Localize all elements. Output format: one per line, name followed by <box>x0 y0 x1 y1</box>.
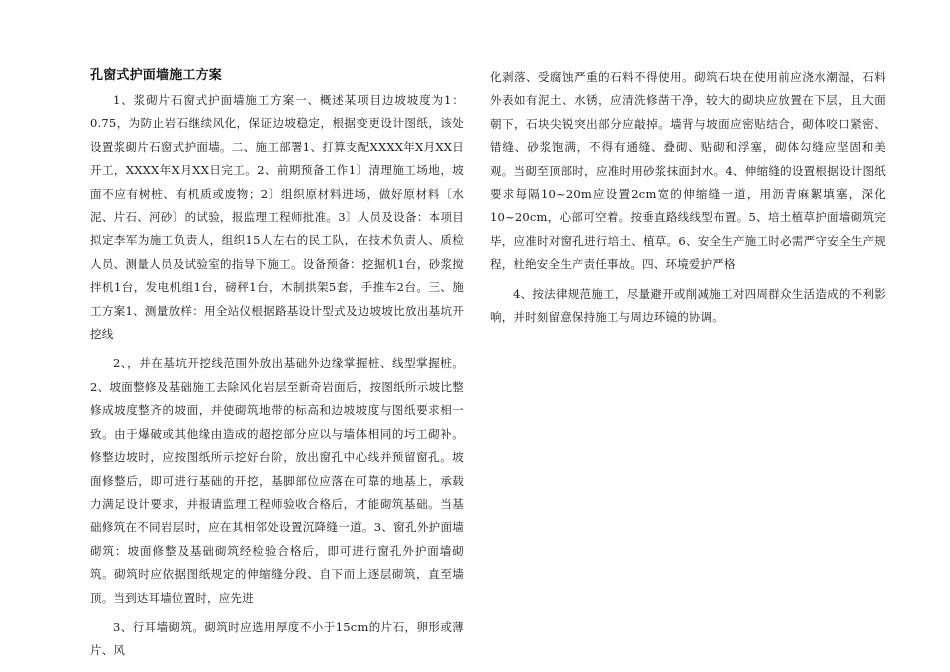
paragraph: 2、，并在基坑开挖线范围外放出基础外边缘掌握桩、线型掌握桩。2、坡面整修及基础施工去除风化岩层至新奇岩面后，按图纸所示坡比整修成坡度整齐的坡面，并使砌筑地带的标高和边坡坡度与图纸要求相一致。由于爆破或其他缘由造成的超挖部分应以与墙体相同的圬工砌补。修整边坡时，应按图纸所示挖好台阶，放出窗孔中心线并预留窗孔。坡面修整后，即可进行基础的开挖，基脚部位应落在可靠的地基上，承载力满足设计要求，并报请监理工程师验收合格后，才能砌筑基础。当基础修筑在不同岩层时，应在其相邻处设置沉降缝一道。3、窗孔外护面墙砌筑：坡面修整及基础砌筑经检验合格后，即可进行窗孔外护面墙砌筑。砌筑时应依据图纸规定的伸缩缝分段、自下而上逐层砌筑，直至墙顶。当到达耳墙位置时，应先进 <box>90 356 464 605</box>
right-column <box>490 66 886 335</box>
document-title: 孔窗式护面墙施工方案 <box>90 68 223 83</box>
left-column <box>90 66 464 669</box>
paragraph: 4、按法律规范施工，尽量避开或削减施工对四周群众生活造成的不利影响，并时刻留意保持施工与周边环镜的协调。 <box>490 286 886 325</box>
paragraph: 1、浆砌片石窗式护面墙施工方案一、概述某项目边坡坡度为1：0.75，为防止岩石继续风化，保证边坡稳定，根据变更设计图纸，该处设置浆砌片石窗式护面墙。二、施工部署1、打算支配XXXX年X月XX日开工，XXXX年X月XX日完工。2、前期预备工作1〕清理施工场地，坡面不应有树桩、有机质或废物；2〕组织原材料进场，做好原材料〔水泥、片石、河砂〕的试验，报监理工程师批准。3〕人员及设备：本项目拟定李军为施工负责人，组织15人左右的民工队，在技术负责人、质检人员、测量人员及试验室的指导下施工。设备预备：挖掘机1台，砂浆搅拌机1台，发电机组1台，磅秤1台，木制拱架5套，手推车2台。三、施工方案1、测量放样：用全站仪根据路基设计型式及边坡坡比放出基坑开挖线 <box>90 93 464 342</box>
paragraph-continuation: 化剥落、受腐蚀严重的石料不得使用。砌筑石块在使用前应浇水潮湿，石料外表如有泥土、水锈，应清洗修凿干净，较大的砌块应放置在下层，且大面朝下，石块尖锐突出部分应敲掉。墙背与坡面应密贴结合，砌体咬口紧密、错缝、砂浆饱满，不得有通缝、叠砌、贴砌和浮塞，砌体勾缝应坚固和美观。当砌至顶部时，应准时用砂浆抹面封水。4、伸缩缝的设置根据设计图纸要求每隔10~20m应设置2cm宽的伸缩缝一道，用沥青麻絮填塞，深化10~20cm，心部可空着。按垂直路线线型布置。5、培土植草护面墙砌筑完毕，应准时对窗孔进行培土、植草。6、安全生产施工时必需严守安全生产规程，杜绝安全生产责任事故。四、环境爱护严格 <box>490 70 886 272</box>
paragraph: 3、行耳墙砌筑。砌筑时应选用厚度不小于15cm的片石，卵形或薄片、风 <box>90 619 464 658</box>
